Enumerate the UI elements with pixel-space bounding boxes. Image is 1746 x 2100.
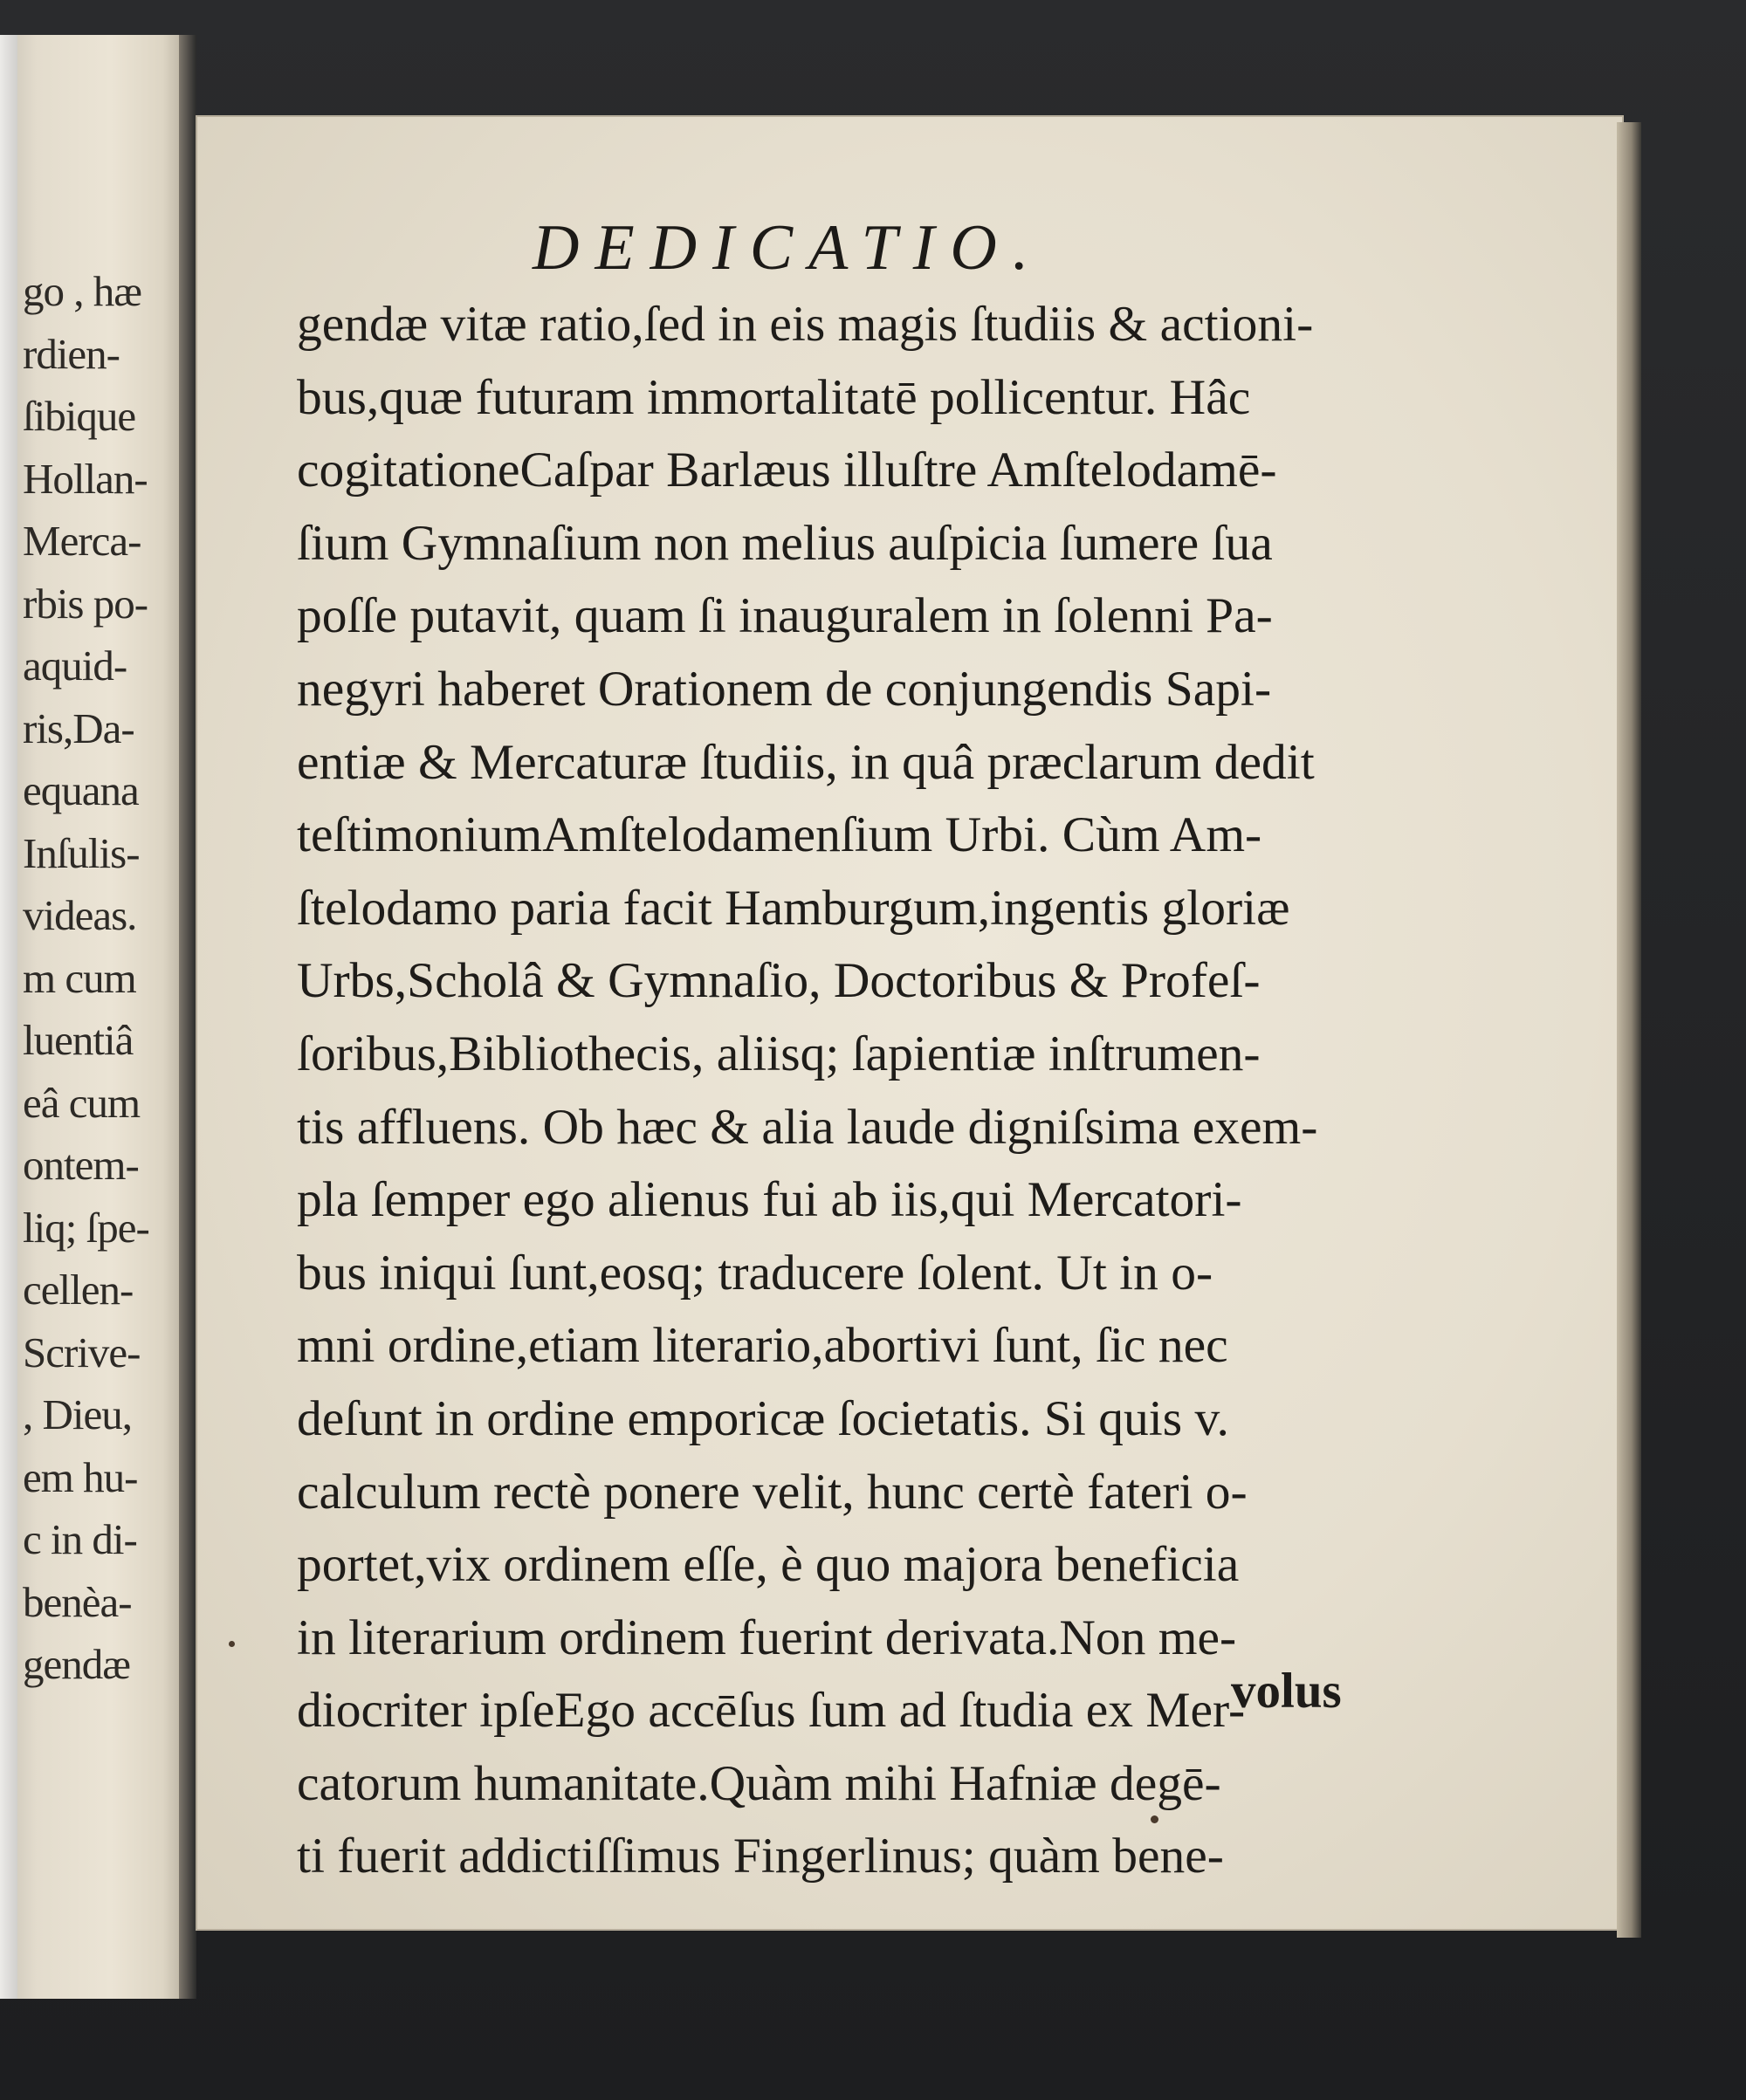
- text-line: in literarium ordinem fuerint derivata.Non me-: [297, 1609, 1237, 1665]
- left-line: em hu-: [23, 1452, 138, 1501]
- text-line: mni ordine,etiam literario,abortivi ſunt, ſic nec: [297, 1318, 1228, 1374]
- text-line: pla ſemper ego alienus fui ab iis,qui Mercatori-: [297, 1172, 1242, 1228]
- left-line: gendæ: [23, 1640, 130, 1688]
- text-line: bus,quæ futuram immortalitatē pollicentur. Hâc: [297, 369, 1251, 425]
- book-gutter: [179, 35, 196, 1999]
- left-line: benèa-: [23, 1577, 132, 1626]
- left-line: rbis po-: [23, 579, 148, 628]
- left-line: ris,Da-: [23, 703, 134, 752]
- text-line: deſunt in ordine emporicæ ſocietatis. Si quis v.: [297, 1390, 1229, 1446]
- left-line: equana: [23, 766, 139, 814]
- clamp-edge: [0, 35, 17, 1999]
- left-line: liq; ſpe-: [23, 1203, 149, 1252]
- left-line: ſibique: [23, 392, 136, 440]
- left-line: Inſulis-: [23, 828, 140, 877]
- left-line: Merca-: [23, 517, 141, 565]
- text-line: gendæ vitæ ratio,ſed in eis magis ſtudiis & actioni-: [297, 297, 1314, 352]
- text-line: diocriter ipſeEgo accēſus ſum ad ſtudia ex Mer-: [297, 1683, 1246, 1739]
- left-page: [0, 35, 185, 1999]
- ink-speck: [1151, 1815, 1158, 1823]
- text-line: ſoribus,Bibliothecis, aliisq; ſapientiæ inſtrumen-: [297, 1026, 1261, 1081]
- left-line: rdien-: [23, 329, 120, 378]
- left-line: m cum: [23, 953, 136, 1002]
- text-line: calculum rectè ponere velit, hunc certè fateri o-: [297, 1464, 1248, 1520]
- left-line: , Dieu,: [23, 1390, 132, 1438]
- text-line: ſtelodamo paria facit Hamburgum,ingentis gloriæ: [297, 880, 1290, 936]
- text-line: ti fuerit addictiſſimus Fingerlinus; quàm bene-: [297, 1829, 1224, 1884]
- left-line: videas.: [23, 891, 137, 939]
- body-text: [297, 288, 1379, 1893]
- left-line: ontem-: [23, 1141, 139, 1189]
- ink-speck: [229, 1641, 235, 1647]
- left-line: aquid-: [23, 642, 127, 690]
- text-line: entiæ & Mercaturæ ſtudiis, in quâ præclarum dedit: [297, 734, 1315, 790]
- left-line: go , hæ: [23, 267, 141, 315]
- text-line: portet,vix ordinem eſſe, è quo majora beneficia: [297, 1537, 1240, 1593]
- left-line: Scrive-: [23, 1328, 141, 1376]
- text-line: ſium Gymnaſium non melius auſpicia ſumere ſua: [297, 515, 1273, 571]
- running-head: DEDICATIO.: [533, 212, 1045, 284]
- left-line: Hollan-: [23, 454, 148, 503]
- text-line: teſtimoniumAmſtelodamenſium Urbi. Cùm Am-: [297, 807, 1262, 863]
- text-line: cogitationeCaſpar Barlæus illuſtre Amſtelodamē-: [297, 443, 1277, 498]
- text-line: catorum humanitate.Quàm mihi Hafniæ degē-: [297, 1755, 1221, 1811]
- text-line: bus iniqui ſunt,eosq; traducere ſolent. Ut in o-: [297, 1245, 1213, 1300]
- catchword: volus: [1231, 1664, 1342, 1719]
- left-line: eâ cum: [23, 1078, 141, 1127]
- text-line: Urbs,Scholâ & Gymnaſio, Doctoribus & Profeſ-: [297, 953, 1261, 1009]
- left-line: luentiâ: [23, 1016, 134, 1064]
- text-line: poſſe putavit, quam ſi inauguralem in ſolenni Pa-: [297, 588, 1273, 644]
- left-line: cellen-: [23, 1266, 134, 1314]
- left-page-text: [23, 260, 185, 1696]
- text-line: tis affluens. Ob hæc & alia laude digniſsima exem-: [297, 1099, 1318, 1155]
- page-edge-shadow: [1617, 122, 1641, 1938]
- left-line: c in di-: [23, 1515, 137, 1563]
- text-line: negyri haberet Orationem de conjungendis Sapi-: [297, 661, 1272, 717]
